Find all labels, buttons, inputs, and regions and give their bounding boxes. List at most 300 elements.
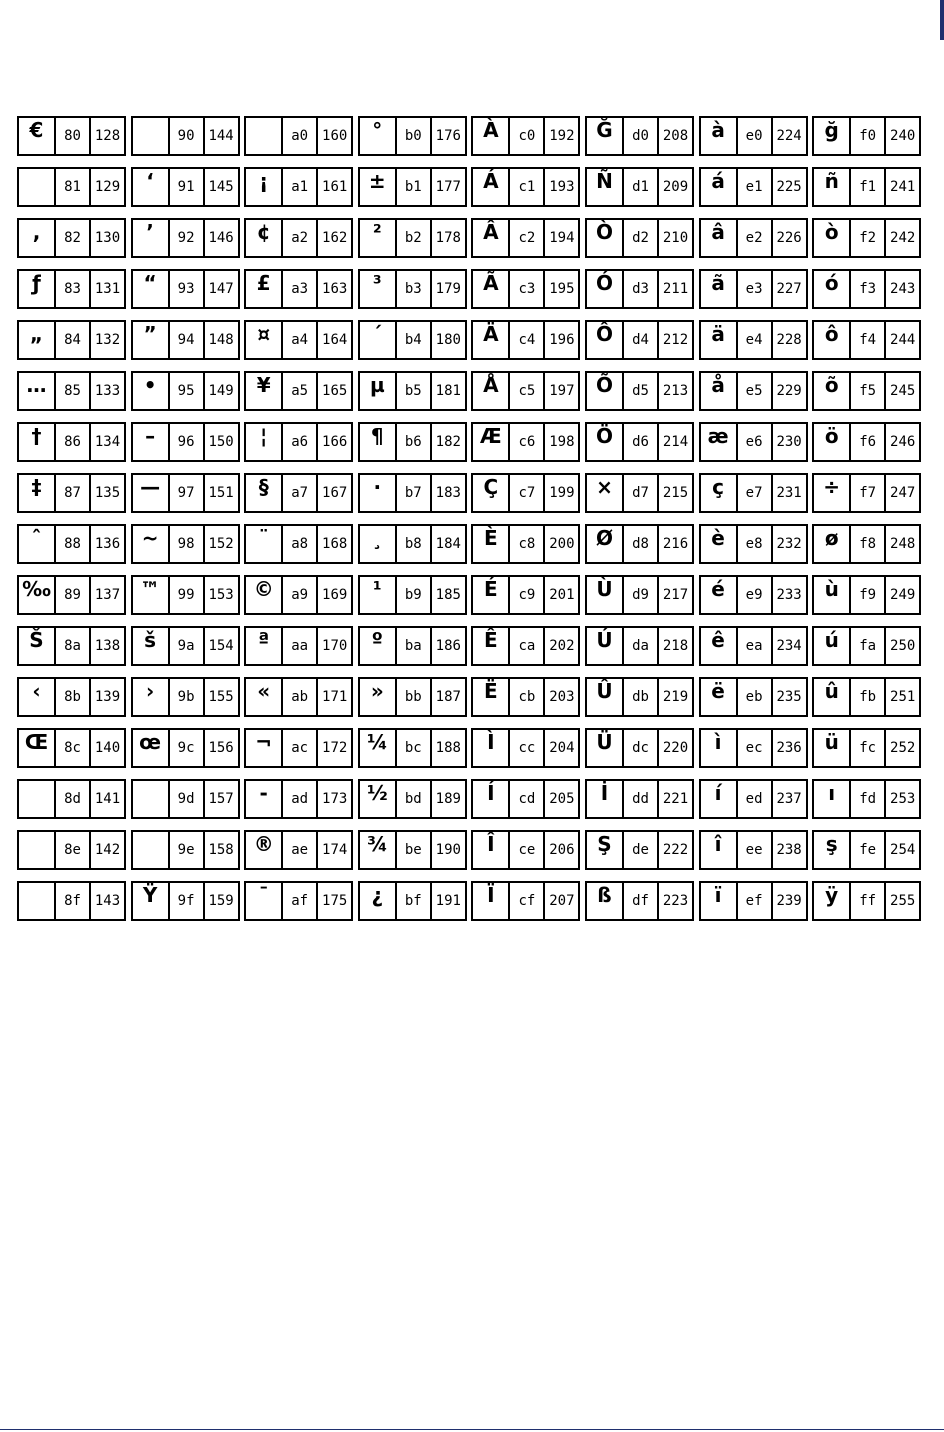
char-decimal-code: 231 bbox=[776, 485, 802, 501]
char-decimal-code: 132 bbox=[94, 332, 121, 348]
char-decimal-code: 152 bbox=[208, 536, 234, 552]
char-cell-f6 bbox=[812, 422, 921, 462]
char-hex-code: c9 bbox=[510, 577, 545, 613]
char-cell-fc bbox=[812, 728, 921, 768]
char-cell-ce bbox=[471, 830, 580, 870]
char-decimal-code: 136 bbox=[94, 536, 121, 552]
char-cell-bd bbox=[358, 779, 467, 819]
char-glyph: Ù bbox=[587, 577, 624, 613]
char-decimal-code: 220 bbox=[662, 740, 689, 756]
char-cell-f0 bbox=[812, 116, 921, 156]
char-decimal-code: 243 bbox=[890, 281, 916, 297]
char-cell-98 bbox=[131, 524, 240, 564]
char-glyph: – bbox=[133, 424, 170, 460]
char-hex-code: b3 bbox=[397, 271, 432, 307]
char-decimal-code: 188 bbox=[435, 740, 461, 756]
char-glyph: é bbox=[701, 577, 738, 613]
char-glyph: â bbox=[701, 220, 738, 256]
char-hex-code: 82 bbox=[56, 220, 91, 256]
char-cell-de bbox=[585, 830, 694, 870]
char-glyph: ¦ bbox=[246, 424, 283, 460]
char-glyph: Ú bbox=[587, 628, 624, 664]
char-hex-code: b5 bbox=[397, 373, 432, 409]
char-hex-code: 8e bbox=[56, 832, 91, 868]
char-cell-f1 bbox=[812, 167, 921, 207]
char-cell-a8 bbox=[244, 524, 353, 564]
char-glyph: ê bbox=[701, 628, 738, 664]
char-decimal-code: 156 bbox=[208, 740, 234, 756]
char-glyph: • bbox=[133, 373, 170, 409]
char-cell-e5 bbox=[699, 371, 808, 411]
char-decimal-code: 139 bbox=[94, 689, 121, 705]
char-glyph bbox=[133, 832, 170, 868]
char-glyph: ß bbox=[587, 883, 624, 919]
char-decimal-code: 238 bbox=[776, 842, 802, 858]
char-decimal-code: 203 bbox=[549, 689, 575, 705]
char-glyph: Ş bbox=[587, 832, 624, 868]
char-cell-9a bbox=[131, 626, 240, 666]
char-hex-code: 8a bbox=[56, 628, 91, 664]
char-glyph: ¯ bbox=[246, 883, 283, 919]
char-hex-code: e6 bbox=[738, 424, 773, 460]
char-hex-code: 93 bbox=[170, 271, 205, 307]
char-glyph: Å bbox=[473, 373, 510, 409]
char-decimal-code: 153 bbox=[208, 587, 234, 603]
char-glyph: ô bbox=[814, 322, 851, 358]
char-decimal-code: 144 bbox=[208, 128, 234, 144]
char-hex-code: ca bbox=[510, 628, 545, 664]
char-cell-d7 bbox=[585, 473, 694, 513]
char-hex-code: ec bbox=[738, 730, 773, 766]
char-decimal-code: 239 bbox=[776, 893, 802, 909]
char-decimal-code: 222 bbox=[662, 842, 689, 858]
char-cell-9c bbox=[131, 728, 240, 768]
char-cell-91 bbox=[131, 167, 240, 207]
char-glyph: › bbox=[133, 679, 170, 715]
char-hex-code: 98 bbox=[170, 526, 205, 562]
char-decimal-code: 161 bbox=[322, 179, 348, 195]
char-glyph: ÷ bbox=[814, 475, 851, 511]
char-decimal-code: 195 bbox=[549, 281, 575, 297]
char-decimal-code: 252 bbox=[890, 740, 916, 756]
char-decimal-code: 204 bbox=[549, 740, 575, 756]
char-decimal-code: 128 bbox=[94, 128, 121, 144]
char-glyph: ¬ bbox=[246, 730, 283, 766]
char-decimal-code: 149 bbox=[208, 383, 234, 399]
char-hex-code: 95 bbox=[170, 373, 205, 409]
char-glyph: æ bbox=[701, 424, 738, 460]
char-cell-a6 bbox=[244, 422, 353, 462]
char-cell-80 bbox=[17, 116, 126, 156]
char-hex-code: 8d bbox=[56, 781, 91, 817]
char-cell-e4 bbox=[699, 320, 808, 360]
char-hex-code: 9a bbox=[170, 628, 205, 664]
char-decimal-code: 207 bbox=[549, 893, 575, 909]
char-decimal-code: 130 bbox=[94, 230, 121, 246]
char-hex-code: c2 bbox=[510, 220, 545, 256]
char-glyph: Ã bbox=[473, 271, 510, 307]
char-glyph: Ñ bbox=[587, 169, 624, 205]
char-decimal-code: 233 bbox=[776, 587, 802, 603]
char-decimal-code: 164 bbox=[322, 332, 348, 348]
char-glyph: Õ bbox=[587, 373, 624, 409]
char-glyph: û bbox=[814, 679, 851, 715]
char-cell-8c bbox=[17, 728, 126, 768]
char-glyph: ’ bbox=[133, 220, 170, 256]
char-decimal-code: 230 bbox=[776, 434, 802, 450]
char-hex-code: db bbox=[624, 679, 659, 715]
char-glyph: ½ bbox=[360, 781, 397, 817]
char-hex-code: c4 bbox=[510, 322, 545, 358]
char-glyph: ¡ bbox=[246, 169, 283, 205]
char-cell-8b bbox=[17, 677, 126, 717]
char-cell-f4 bbox=[812, 320, 921, 360]
char-decimal-code: 137 bbox=[94, 587, 121, 603]
char-glyph: ª bbox=[246, 628, 283, 664]
char-cell-ae bbox=[244, 830, 353, 870]
char-decimal-code: 200 bbox=[549, 536, 575, 552]
char-cell-fe bbox=[812, 830, 921, 870]
char-hex-code: de bbox=[624, 832, 659, 868]
char-decimal-code: 248 bbox=[890, 536, 916, 552]
char-hex-code: d3 bbox=[624, 271, 659, 307]
char-cell-9f bbox=[131, 881, 240, 921]
char-decimal-code: 224 bbox=[776, 128, 802, 144]
char-hex-code: 8f bbox=[56, 883, 91, 919]
char-hex-code: b0 bbox=[397, 118, 432, 154]
char-glyph: ò bbox=[814, 220, 851, 256]
char-glyph: ì bbox=[701, 730, 738, 766]
char-hex-code: a5 bbox=[283, 373, 318, 409]
char-hex-code: dd bbox=[624, 781, 659, 817]
char-decimal-code: 206 bbox=[549, 842, 575, 858]
char-decimal-code: 205 bbox=[549, 791, 575, 807]
char-cell-c9 bbox=[471, 575, 580, 615]
char-decimal-code: 198 bbox=[549, 434, 575, 450]
char-hex-code: a6 bbox=[283, 424, 318, 460]
char-cell-d2 bbox=[585, 218, 694, 258]
char-glyph: è bbox=[701, 526, 738, 562]
char-cell-85 bbox=[17, 371, 126, 411]
char-cell-fd bbox=[812, 779, 921, 819]
char-cell-aa bbox=[244, 626, 353, 666]
char-hex-code: b6 bbox=[397, 424, 432, 460]
char-cell-da bbox=[585, 626, 694, 666]
char-hex-code: a3 bbox=[283, 271, 318, 307]
char-glyph: Î bbox=[473, 832, 510, 868]
char-hex-code: a1 bbox=[283, 169, 318, 205]
char-cell-be bbox=[358, 830, 467, 870]
char-glyph: ¥ bbox=[246, 373, 283, 409]
char-cell-cf bbox=[471, 881, 580, 921]
char-hex-code: ae bbox=[283, 832, 318, 868]
char-hex-code: bb bbox=[397, 679, 432, 715]
bottom-rule bbox=[0, 1429, 944, 1430]
char-decimal-code: 138 bbox=[94, 638, 121, 654]
char-hex-code: a8 bbox=[283, 526, 318, 562]
char-decimal-code: 181 bbox=[435, 383, 461, 399]
char-cell-eb bbox=[699, 677, 808, 717]
char-hex-code: 83 bbox=[56, 271, 91, 307]
char-hex-code: e0 bbox=[738, 118, 773, 154]
char-glyph: ™ bbox=[133, 577, 170, 613]
char-hex-code: c7 bbox=[510, 475, 545, 511]
char-cell-e8 bbox=[699, 524, 808, 564]
char-hex-code: e1 bbox=[738, 169, 773, 205]
char-glyph: ƒ bbox=[19, 271, 56, 307]
char-hex-code: f9 bbox=[851, 577, 886, 613]
char-hex-code: ff bbox=[851, 883, 886, 919]
char-glyph: Ä bbox=[473, 322, 510, 358]
char-cell-e6 bbox=[699, 422, 808, 462]
char-cell-d1 bbox=[585, 167, 694, 207]
char-cell-c7 bbox=[471, 473, 580, 513]
char-glyph: … bbox=[19, 373, 56, 409]
char-hex-code: d4 bbox=[624, 322, 659, 358]
char-cell-e0 bbox=[699, 116, 808, 156]
char-decimal-code: 166 bbox=[322, 434, 348, 450]
char-cell-f5 bbox=[812, 371, 921, 411]
char-glyph: Í bbox=[473, 781, 510, 817]
char-glyph: Ì bbox=[473, 730, 510, 766]
char-decimal-code: 193 bbox=[549, 179, 575, 195]
char-cell-c0 bbox=[471, 116, 580, 156]
char-hex-code: e5 bbox=[738, 373, 773, 409]
char-hex-code: d2 bbox=[624, 220, 659, 256]
char-cell-e1 bbox=[699, 167, 808, 207]
char-cell-89 bbox=[17, 575, 126, 615]
char-hex-code: 9c bbox=[170, 730, 205, 766]
char-decimal-code: 240 bbox=[890, 128, 916, 144]
char-hex-code: 84 bbox=[56, 322, 91, 358]
char-hex-code: 81 bbox=[56, 169, 91, 205]
char-hex-code: d1 bbox=[624, 169, 659, 205]
char-decimal-code: 172 bbox=[322, 740, 348, 756]
char-cell-c2 bbox=[471, 218, 580, 258]
char-glyph: Á bbox=[473, 169, 510, 205]
char-hex-code: e3 bbox=[738, 271, 773, 307]
char-glyph: ä bbox=[701, 322, 738, 358]
char-glyph: £ bbox=[246, 271, 283, 307]
char-glyph: ú bbox=[814, 628, 851, 664]
char-hex-code: a7 bbox=[283, 475, 318, 511]
char-decimal-code: 191 bbox=[435, 893, 461, 909]
page-edge-tab bbox=[940, 0, 944, 40]
char-glyph: Û bbox=[587, 679, 624, 715]
char-cell-ec bbox=[699, 728, 808, 768]
char-glyph bbox=[19, 169, 56, 205]
char-hex-code: bc bbox=[397, 730, 432, 766]
char-decimal-code: 175 bbox=[322, 893, 348, 909]
char-decimal-code: 250 bbox=[890, 638, 916, 654]
char-decimal-code: 211 bbox=[662, 281, 689, 297]
char-decimal-code: 129 bbox=[94, 179, 121, 195]
char-decimal-code: 170 bbox=[322, 638, 348, 654]
char-glyph: Ğ bbox=[587, 118, 624, 154]
char-cell-ea bbox=[699, 626, 808, 666]
char-glyph: ö bbox=[814, 424, 851, 460]
char-cell-cc bbox=[471, 728, 580, 768]
char-hex-code: 99 bbox=[170, 577, 205, 613]
char-cell-c4 bbox=[471, 320, 580, 360]
char-cell-dd bbox=[585, 779, 694, 819]
char-cell-93 bbox=[131, 269, 240, 309]
char-decimal-code: 162 bbox=[322, 230, 348, 246]
char-glyph: ³ bbox=[360, 271, 397, 307]
char-cell-c6 bbox=[471, 422, 580, 462]
char-cell-83 bbox=[17, 269, 126, 309]
char-cell-99 bbox=[131, 575, 240, 615]
char-cell-a2 bbox=[244, 218, 353, 258]
char-cell-96 bbox=[131, 422, 240, 462]
char-cell-d6 bbox=[585, 422, 694, 462]
char-hex-code: b7 bbox=[397, 475, 432, 511]
char-glyph: ˆ bbox=[19, 526, 56, 562]
char-glyph bbox=[246, 118, 283, 154]
char-cell-bc bbox=[358, 728, 467, 768]
char-cell-97 bbox=[131, 473, 240, 513]
char-decimal-code: 219 bbox=[662, 689, 689, 705]
char-cell-82 bbox=[17, 218, 126, 258]
char-hex-code: 8c bbox=[56, 730, 91, 766]
char-decimal-code: 174 bbox=[322, 842, 348, 858]
char-glyph: “ bbox=[133, 271, 170, 307]
char-glyph: ù bbox=[814, 577, 851, 613]
char-cell-8e bbox=[17, 830, 126, 870]
char-glyph bbox=[19, 781, 56, 817]
char-decimal-code: 235 bbox=[776, 689, 802, 705]
char-cell-ee bbox=[699, 830, 808, 870]
char-hex-code: c3 bbox=[510, 271, 545, 307]
char-hex-code: f0 bbox=[851, 118, 886, 154]
char-cell-b4 bbox=[358, 320, 467, 360]
char-cell-cb bbox=[471, 677, 580, 717]
char-decimal-code: 194 bbox=[549, 230, 575, 246]
char-decimal-code: 140 bbox=[94, 740, 121, 756]
char-glyph: ‹ bbox=[19, 679, 56, 715]
char-glyph: ı bbox=[814, 781, 851, 817]
char-cell-ac bbox=[244, 728, 353, 768]
char-hex-code: c5 bbox=[510, 373, 545, 409]
char-decimal-code: 189 bbox=[435, 791, 461, 807]
char-cell-c8 bbox=[471, 524, 580, 564]
char-hex-code: 80 bbox=[56, 118, 91, 154]
char-hex-code: be bbox=[397, 832, 432, 868]
char-glyph: ã bbox=[701, 271, 738, 307]
char-cell-ca bbox=[471, 626, 580, 666]
char-cell-a4 bbox=[244, 320, 353, 360]
char-cell-e7 bbox=[699, 473, 808, 513]
char-hex-code: e9 bbox=[738, 577, 773, 613]
char-glyph: ó bbox=[814, 271, 851, 307]
char-cell-9d bbox=[131, 779, 240, 819]
char-decimal-code: 180 bbox=[435, 332, 461, 348]
char-hex-code: d7 bbox=[624, 475, 659, 511]
char-glyph: Ë bbox=[473, 679, 510, 715]
char-glyph bbox=[133, 118, 170, 154]
char-cell-f2 bbox=[812, 218, 921, 258]
char-decimal-code: 227 bbox=[776, 281, 802, 297]
char-cell-cd bbox=[471, 779, 580, 819]
char-hex-code: 9d bbox=[170, 781, 205, 817]
char-hex-code: f4 bbox=[851, 322, 886, 358]
char-glyph: ë bbox=[701, 679, 738, 715]
char-hex-code: 88 bbox=[56, 526, 91, 562]
char-decimal-code: 253 bbox=[890, 791, 916, 807]
char-hex-code: 89 bbox=[56, 577, 91, 613]
char-glyph: Ç bbox=[473, 475, 510, 511]
char-hex-code: ab bbox=[283, 679, 318, 715]
char-glyph: ç bbox=[701, 475, 738, 511]
char-cell-d8 bbox=[585, 524, 694, 564]
char-hex-code: f3 bbox=[851, 271, 886, 307]
char-decimal-code: 226 bbox=[776, 230, 802, 246]
char-decimal-code: 202 bbox=[549, 638, 575, 654]
char-decimal-code: 158 bbox=[208, 842, 234, 858]
char-hex-code: ba bbox=[397, 628, 432, 664]
char-decimal-code: 234 bbox=[776, 638, 802, 654]
char-glyph: º bbox=[360, 628, 397, 664]
char-glyph: ï bbox=[701, 883, 738, 919]
char-hex-code: aa bbox=[283, 628, 318, 664]
char-hex-code: eb bbox=[738, 679, 773, 715]
char-glyph: Ö bbox=[587, 424, 624, 460]
char-hex-code: c6 bbox=[510, 424, 545, 460]
char-decimal-code: 218 bbox=[662, 638, 689, 654]
char-cell-df bbox=[585, 881, 694, 921]
char-decimal-code: 160 bbox=[322, 128, 348, 144]
char-hex-code: 87 bbox=[56, 475, 91, 511]
char-cell-d3 bbox=[585, 269, 694, 309]
char-hex-code: a0 bbox=[283, 118, 318, 154]
char-cell-dc bbox=[585, 728, 694, 768]
char-decimal-code: 249 bbox=[890, 587, 916, 603]
char-hex-code: ac bbox=[283, 730, 318, 766]
char-glyph: í bbox=[701, 781, 738, 817]
char-hex-code: cc bbox=[510, 730, 545, 766]
char-cell-fb bbox=[812, 677, 921, 717]
char-hex-code: a9 bbox=[283, 577, 318, 613]
char-glyph: , bbox=[19, 220, 56, 256]
char-cell-ba bbox=[358, 626, 467, 666]
char-hex-code: af bbox=[283, 883, 318, 919]
char-hex-code: bd bbox=[397, 781, 432, 817]
char-decimal-code: 167 bbox=[322, 485, 348, 501]
char-glyph: ± bbox=[360, 169, 397, 205]
char-decimal-code: 135 bbox=[94, 485, 121, 501]
char-glyph bbox=[19, 832, 56, 868]
char-decimal-code: 228 bbox=[776, 332, 802, 348]
char-decimal-code: 223 bbox=[662, 893, 689, 909]
char-decimal-code: 131 bbox=[94, 281, 121, 297]
char-glyph: Ü bbox=[587, 730, 624, 766]
char-cell-b5 bbox=[358, 371, 467, 411]
char-cell-8a bbox=[17, 626, 126, 666]
char-hex-code: d6 bbox=[624, 424, 659, 460]
char-hex-code: ad bbox=[283, 781, 318, 817]
char-glyph: ¨ bbox=[246, 526, 283, 562]
char-cell-88 bbox=[17, 524, 126, 564]
char-glyph: ş bbox=[814, 832, 851, 868]
char-glyph: Œ bbox=[19, 730, 56, 766]
char-glyph: ‘ bbox=[133, 169, 170, 205]
char-hex-code: a2 bbox=[283, 220, 318, 256]
char-decimal-code: 190 bbox=[435, 842, 461, 858]
char-cell-b1 bbox=[358, 167, 467, 207]
char-hex-code: cf bbox=[510, 883, 545, 919]
char-cell-87 bbox=[17, 473, 126, 513]
char-hex-code: f1 bbox=[851, 169, 886, 205]
